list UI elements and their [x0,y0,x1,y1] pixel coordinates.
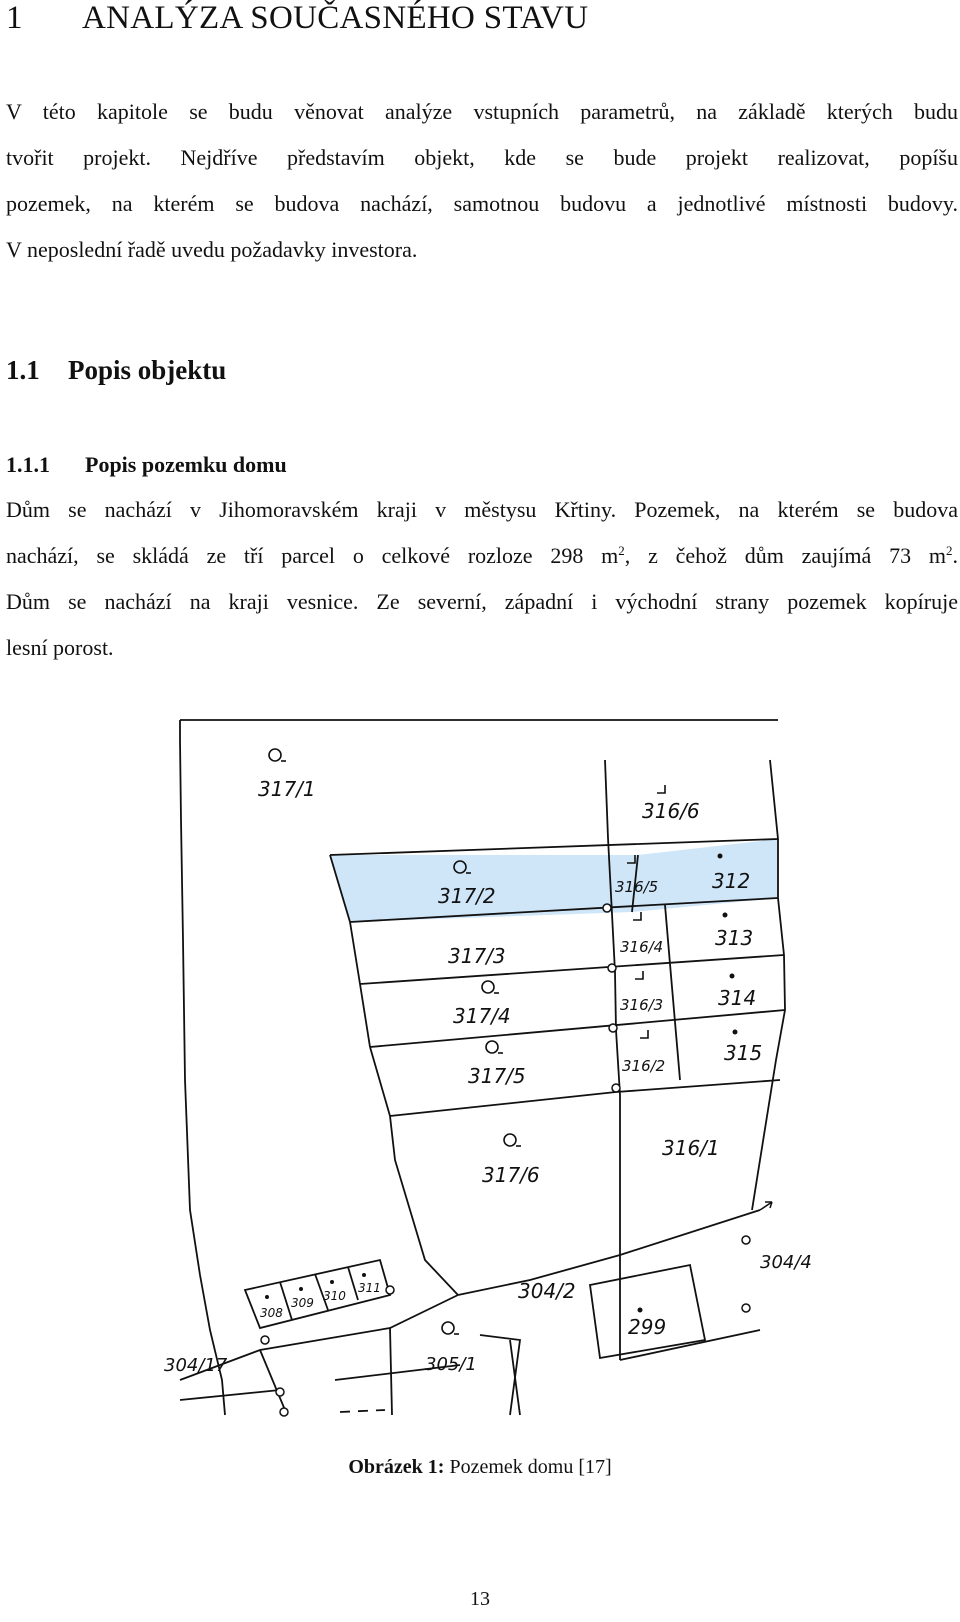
parcel-label-310: 310 [323,1289,346,1303]
figure-caption [0,1456,960,1479]
parcel-label-304-4: 304/4 [760,1252,812,1273]
intro-line: V této kapitole se budu věnovat analýze vstupních parametrů, na základě kterých budu [6,99,958,124]
superscript: 2 [618,543,625,558]
chapter-title: ANALÝZA SOUČASNÉHO STAVU [82,0,589,36]
body-line-text: , z čehož dům zaujímá 73 m [624,543,946,568]
caption-text: Pozemek domu [17] [449,1456,612,1478]
section-number: 1.1 [6,355,40,385]
body-line-text: nachází, se skládá ze tří parcel o celkové rozloze 298 m [6,543,619,568]
parcel-label-315: 315 [724,1041,763,1065]
parcel-label-304-2: 304/2 [518,1279,576,1303]
parcel-label-317-5: 317/5 [468,1064,526,1088]
cadastral-map [164,740,820,1415]
parcel-label-316-1: 316/1 [662,1136,720,1160]
body-line [6,533,958,579]
parcel-label-313: 313 [715,926,754,950]
chapter-number: 1 [6,0,23,36]
parcel-label-317-2: 317/2 [438,884,496,908]
intro-paragraph [6,89,958,273]
intro-line: V neposlední řadě uvedu požadavky investora. [6,237,418,262]
parcel-label-317-6: 317/6 [482,1163,540,1187]
parcel-312-highlight [632,839,778,912]
parcel-label-304-17: 304/17 [164,1355,228,1376]
parcel-label-317-3: 317/3 [448,944,506,968]
superscript: 2 [946,543,953,558]
parcel-label-316-4: 316/4 [620,938,664,956]
parcel-label-309: 309 [291,1296,314,1310]
parcel-label-314: 314 [718,986,757,1010]
page-number: 13 [470,1588,490,1610]
parcel-label-316-3: 316/3 [620,996,664,1014]
subsection-number: 1.1.1 [6,452,50,477]
parcel-label-316-5: 316/5 [615,878,659,896]
parcel-label-299: 299 [628,1315,667,1339]
parcel-label-308: 308 [260,1306,283,1320]
subsection-title: Popis pozemku domu [85,452,287,477]
parcel-label-305-1: 305/1 [425,1354,477,1375]
body-line: lesní porost. [6,635,114,660]
intro-line: pozemek, na kterém se budova nachází, samotnou budovu a jednotlivé místnosti budovy. [6,191,958,216]
subsection-heading [6,452,287,478]
parcel-label-317-1: 317/1 [258,777,316,801]
body-line-text: . [952,543,958,568]
parcel-label-317-4: 317/4 [453,1004,511,1028]
body-line: Dům se nachází na kraji vesnice. Ze severní, západní i východní strany pozemek kopíruje [6,589,958,614]
chapter-heading [6,0,588,37]
body-line: Dům se nachází v Jihomoravském kraji v městysu Křtiny. Pozemek, na kterém se budova [6,497,958,522]
body-paragraph [6,487,958,671]
section-title: Popis objektu [68,355,227,385]
intro-line: tvořit projekt. Nejdříve představím objekt, kde se bude projekt realizovat, popíšu [6,145,958,170]
parcel-label-316-6: 316/6 [642,799,700,823]
caption-label: Obrázek 1: [348,1456,445,1478]
parcel-label-316-2: 316/2 [622,1057,666,1075]
parcel-label-311: 311 [358,1281,381,1295]
section-heading [6,355,226,386]
parcel-label-312: 312 [712,869,751,893]
